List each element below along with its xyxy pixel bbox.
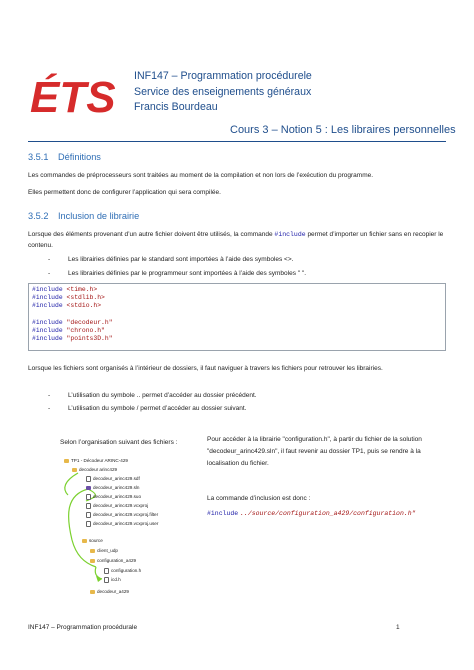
bullet-item: - Les librairies définies par le standard sont importées à l’aide des symboles <>. [48, 256, 294, 263]
file-icon [86, 494, 91, 500]
tree-node: icd.h [104, 577, 121, 583]
section-heading-definitions [28, 152, 101, 162]
tree-node: client_udp [90, 548, 118, 553]
paragraph: Pour accéder à la librairie "configuration.h", à partir du fichier de la solution "decodeur_arinc429.sln", il faut revenir au dossier TP1, puis se rendre à la localisation du fichier. [207, 436, 422, 467]
course-title: Cours 3 – Notion 5 : Les libraires personnelles [230, 124, 456, 136]
paragraph: Lorsque des éléments provenant d’un autre fichier doivent être utilisés, la commande #include permet d’importer un fichier sans en recopier le contenu. [28, 231, 444, 249]
section-title: Définitions [58, 152, 101, 162]
paragraph: Elles permettent donc de configurer l’application qui sera compilée. [28, 189, 221, 196]
file-icon [86, 503, 91, 509]
code-line: #include "chrono.h" [32, 326, 105, 334]
code-line: #include <time.h> [32, 286, 98, 293]
folder-icon [64, 459, 69, 463]
paragraph: Les commandes de préprocesseurs sont traitées au moment de la compilation et non lors de l’exécution du programme. [28, 172, 374, 179]
tree-node: configuration.h [104, 568, 141, 574]
folder-icon [90, 549, 95, 553]
tree-node: source [82, 538, 103, 543]
folder-icon [90, 559, 95, 563]
tree-node: decodeur_arinc429.vcxproj.filter [86, 512, 158, 518]
tree-node: decodeur_arinc429.sdf [86, 476, 140, 482]
folder-icon [82, 539, 87, 543]
tree-node: decodeur_arinc429.sln [86, 485, 139, 490]
file-icon [104, 577, 109, 583]
code-line: #include <stdio.h> [32, 302, 102, 310]
bullet-item: - L’utilisation du symbole .. permet d’accéder au dossier précédent. [48, 392, 257, 399]
paragraph: Lorsque les fichiers sont organisés à l’intérieur de dossiers, il faut naviguer à travers les fichiers pour retrouver les librairies. [28, 365, 383, 372]
code-line: #include "decodeur.h" [32, 318, 113, 326]
tree-node: decodeur_arinc429.vcxproj.user [86, 521, 158, 527]
file-icon [86, 521, 91, 527]
solution-icon [86, 486, 91, 490]
tree-node: configuration_a429 [90, 558, 136, 563]
code-line: #include "points3D.h" [32, 335, 113, 343]
file-icon [86, 476, 91, 482]
section-number: 3.5.2 [28, 211, 49, 221]
page-number: 1 [396, 624, 400, 631]
tree-node: decodeur_arinc429.suo [86, 494, 141, 500]
bullet-item: - Les librairies définies par le programmeur sont importées à l’aide des symboles " ". [48, 270, 306, 277]
bullet-item: - L’utilisation du symbole / permet d’accéder au dossier suivant. [48, 405, 247, 412]
tree-node: TP1 - Décodeur ARINC-429 [64, 458, 128, 463]
command-label: La commande d’inclusion est donc : [207, 495, 311, 502]
tree-caption: Selon l’organisation suivant des fichiers : [60, 439, 178, 446]
header-line-1: INF147 – Programmation procédurele [134, 70, 312, 82]
header-line-3: Francis Bourdeau [134, 101, 218, 113]
file-tree [58, 455, 184, 603]
tree-node: decodeur_arinc429.vcxproj [86, 503, 148, 509]
inline-code: #include [274, 231, 306, 238]
tree-node: decodeur arinc429 [72, 467, 117, 472]
footer-left: INF147 – Programmation procédurale [28, 624, 138, 631]
header-rule [28, 141, 446, 142]
include-command: #include ../source/configuration_a429/configuration.h" [207, 510, 416, 517]
folder-icon [90, 590, 95, 594]
folder-icon [72, 468, 77, 472]
code-block [28, 283, 446, 351]
file-icon [104, 568, 109, 574]
ets-logo [28, 62, 120, 122]
header-line-2: Service des enseignements généraux [134, 86, 312, 98]
section-title: Inclusion de librairie [58, 211, 140, 221]
svg-text:ÉTS: ÉTS [30, 73, 116, 122]
file-icon [86, 512, 91, 518]
code-line: #include <stdlib.h> [32, 294, 105, 302]
section-number: 3.5.1 [28, 152, 49, 162]
section-heading-inclusion [28, 211, 139, 221]
tree-node: decodeur_a429 [90, 589, 129, 594]
